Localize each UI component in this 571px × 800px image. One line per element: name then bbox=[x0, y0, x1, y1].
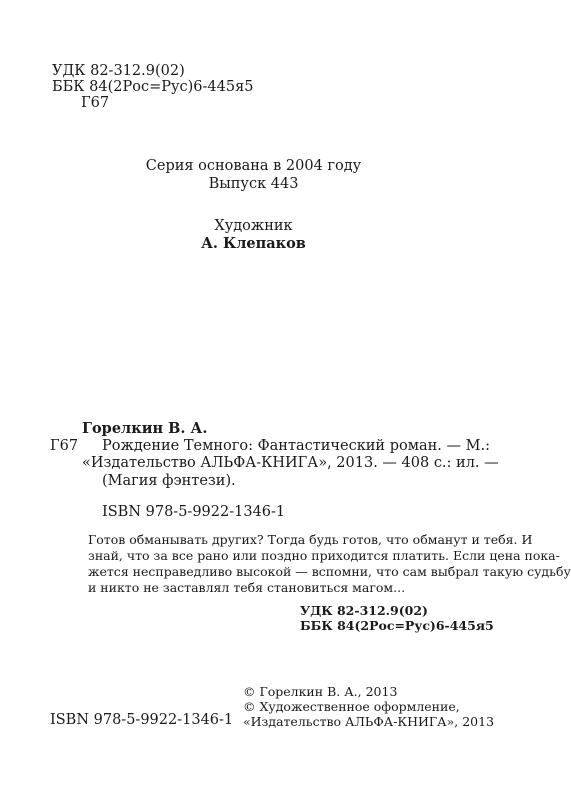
annotation-line-1: Готов обманывать других? Тогда будь готов, что обманут и тебя. И bbox=[88, 532, 533, 547]
annotation-line-4: и никто не заставлял тебя становиться магом... bbox=[88, 580, 406, 595]
annotation-line-3: жется несправедливо высокой — вспомни, что сам выбрал такую судьбу bbox=[88, 564, 571, 579]
footer-isbn: ISBN 978-5-9922-1346-1 bbox=[50, 712, 234, 728]
catalog-line-1: Рождение Темного: Фантастический роман. — М.: bbox=[102, 438, 490, 454]
series-founded: Серия основана в 2004 году bbox=[145, 158, 362, 174]
udk-code: УДК 82-312.9(02) bbox=[52, 63, 185, 79]
copyright-publisher: «Издательство АЛЬФА-КНИГА», 2013 bbox=[243, 714, 495, 729]
copyright-author: © Горелкин В. А., 2013 bbox=[243, 684, 398, 699]
udk-code-footer: УДК 82-312.9(02) bbox=[300, 603, 428, 618]
author-mark: Г67 bbox=[81, 95, 110, 111]
annotation-line-2: знай, что за все рано или поздно приходится платить. Если цена пока- bbox=[88, 548, 560, 563]
series-issue: Выпуск 443 bbox=[208, 176, 299, 192]
catalog-author: Горелкин В. А. bbox=[82, 420, 208, 437]
copyright-design: © Художественное оформление, bbox=[243, 699, 460, 714]
catalog-mark: Г67 bbox=[50, 438, 79, 454]
catalog-isbn: ISBN 978-5-9922-1346-1 bbox=[102, 504, 286, 520]
artist-name: А. Клепаков bbox=[201, 235, 306, 252]
bbk-code: ББК 84(2Рос=Рус)6-445я5 bbox=[52, 79, 254, 95]
artist-label: Художник bbox=[214, 218, 293, 234]
catalog-line-2: «Издательство АЛЬФА-КНИГА», 2013. — 408 с.: ил. — bbox=[82, 455, 499, 471]
catalog-line-3: (Магия фэнтези). bbox=[102, 473, 236, 489]
bbk-code-footer: ББК 84(2Рос=Рус)6-445я5 bbox=[300, 618, 494, 633]
